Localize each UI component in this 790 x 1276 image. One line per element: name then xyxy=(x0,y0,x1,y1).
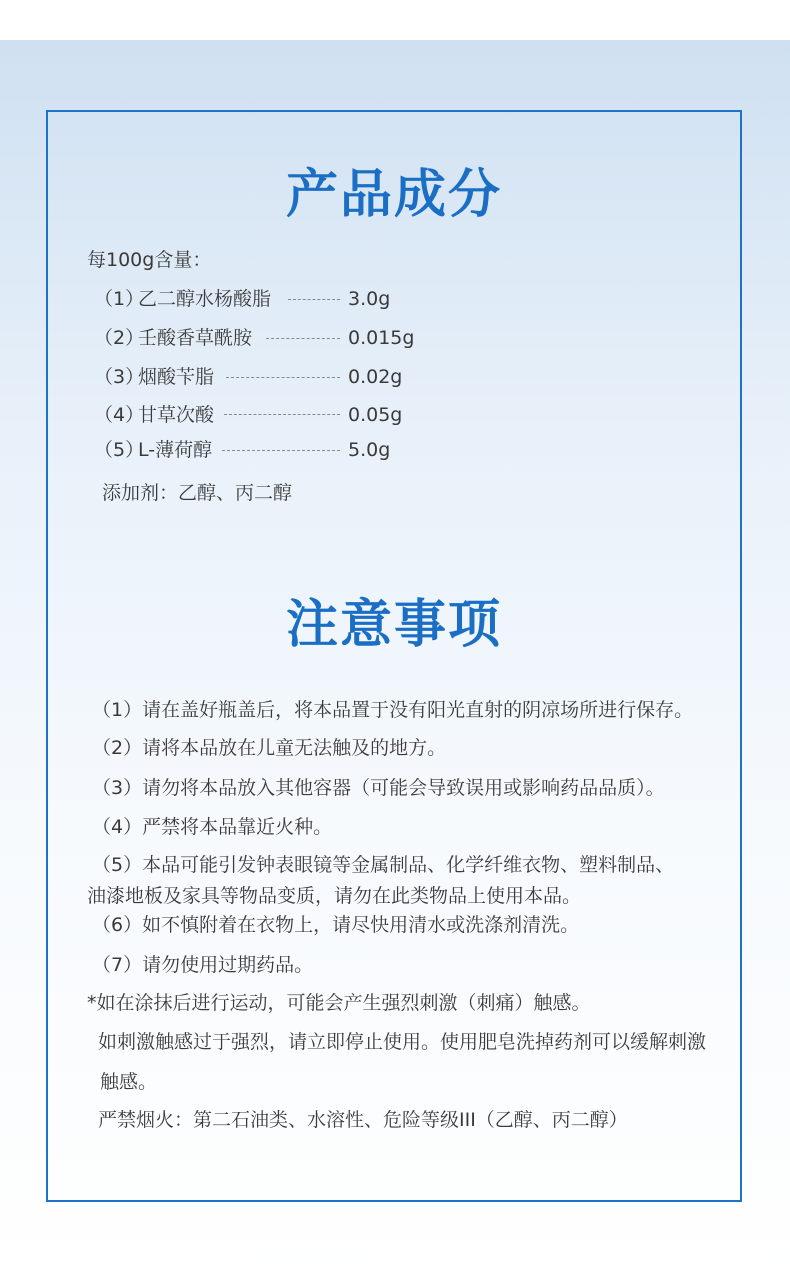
ingredient-4-amount: 0.05g xyxy=(348,404,403,426)
ingredient-2-num: （2） xyxy=(94,327,145,349)
ingredient-5-num: （5） xyxy=(94,439,145,461)
ingredient-4-leader xyxy=(224,414,340,415)
ingredient-2-leader xyxy=(266,338,340,339)
per-100g-label: 每100g含量： xyxy=(87,249,212,271)
ingredient-3-leader xyxy=(226,377,340,378)
ingredient-2-amount: 0.015g xyxy=(348,327,415,349)
precaution-line-7: （7）请勿使用过期药品。 xyxy=(92,954,314,976)
additive-line: 添加剂：乙醇、丙二醇 xyxy=(102,482,293,504)
precaution-line-4: （4）严禁将本品靠近火种。 xyxy=(92,816,333,838)
ingredients-title: 产品成分 xyxy=(285,165,502,225)
ingredient-3-num: （3） xyxy=(94,366,145,388)
ingredient-3-name: 烟酸苄脂 xyxy=(138,366,215,388)
precaution-line-6: （6）如不慎附着在衣物上，请尽快用清水或洗涤剂清洗。 xyxy=(92,914,580,936)
precaution-line-3: （3）请勿将本品放入其他容器（可能会导致误用或影响药品品质）。 xyxy=(92,777,665,799)
ingredient-5-name: L-薄荷醇 xyxy=(138,439,213,461)
irritation-note-cont: 触感。 xyxy=(100,1071,158,1093)
fire-warning: 严禁烟火：第二石油类、水溶性、危险等级III（乙醇、丙二醇） xyxy=(98,1109,628,1131)
precautions-title: 注意事项 xyxy=(285,595,502,655)
ingredient-3-amount: 0.02g xyxy=(348,366,403,388)
ingredient-1-amount: 3.0g xyxy=(348,288,391,310)
ingredient-1-name: 乙二醇水杨酸脂 xyxy=(138,288,272,310)
ingredient-5-amount: 5.0g xyxy=(348,439,391,461)
exercise-note: *如在涂抹后进行运动，可能会产生强烈刺激（刺痛）触感。 xyxy=(87,992,591,1014)
ingredient-4-num: （4） xyxy=(94,404,145,426)
ingredient-5-leader xyxy=(222,450,340,451)
precaution-line-2: （2）请将本品放在儿童无法触及的地方。 xyxy=(92,737,447,759)
precaution-line-5: （5）本品可能引发钟表眼镜等金属制品、化学纤维衣物、塑料制品、 xyxy=(92,854,675,876)
ingredient-1-num: （1） xyxy=(94,288,145,310)
ingredient-1-leader xyxy=(288,299,340,300)
irritation-note: 如刺激触感过于强烈，请立即停止使用。使用肥皂洗掉药剂可以缓解刺激 xyxy=(98,1031,707,1053)
ingredient-4-name: 甘草次酸 xyxy=(138,404,215,426)
precaution-line-1: （1）请在盖好瓶盖后，将本品置于没有阳光直射的阴凉场所进行保存。 xyxy=(92,699,694,721)
ingredient-2-name: 壬酸香草酰胺 xyxy=(138,327,253,349)
precaution-line-5-cont: 油漆地板及家具等物品变质，请勿在此类物品上使用本品。 xyxy=(87,885,582,907)
